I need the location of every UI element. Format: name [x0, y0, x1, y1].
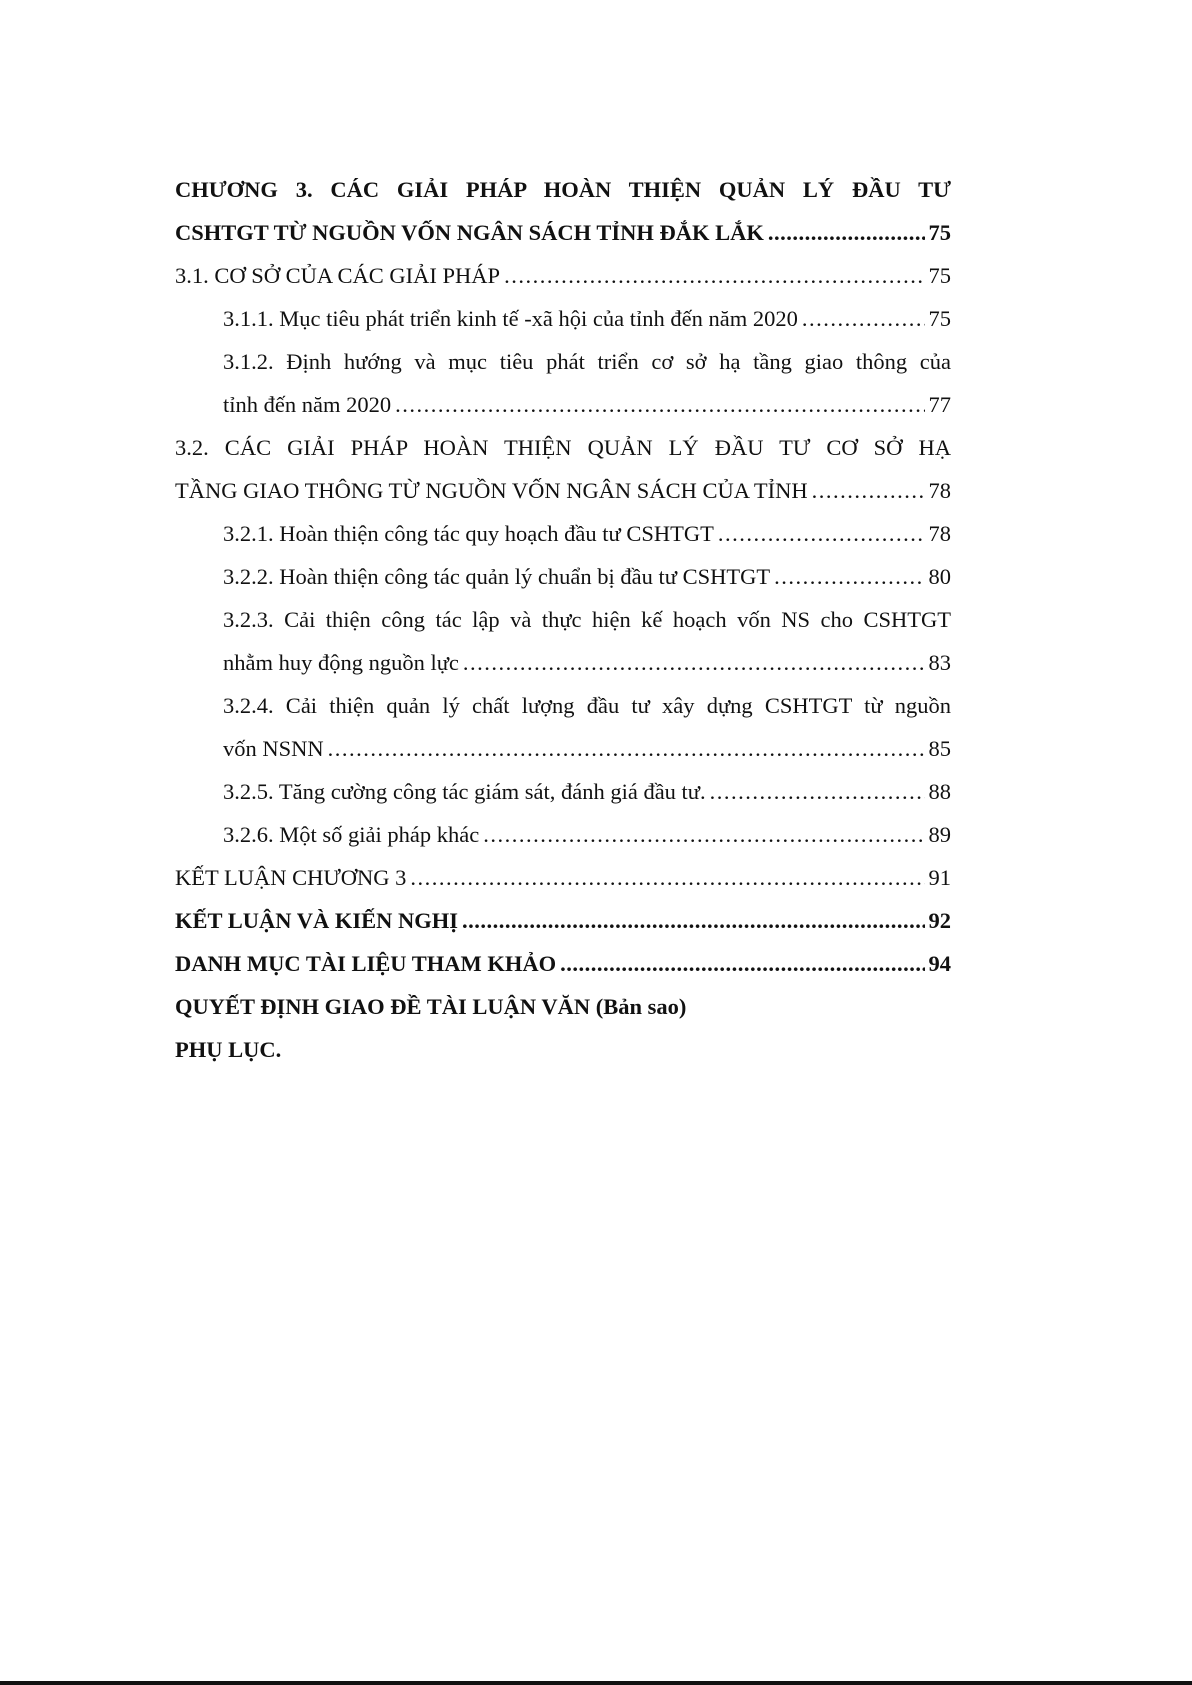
toc-page-number: 94: [928, 951, 951, 976]
toc-entry-text: tỉnh đến năm 2020: [223, 392, 392, 417]
toc-entry-text: QUYẾT ĐỊNH GIAO ĐỀ TÀI LUẬN VĂN (Bản sao): [175, 994, 687, 1019]
toc-entry-appendix: [175, 1028, 951, 1071]
dot-leader: [802, 297, 925, 340]
toc-entry-text: vốn NSNN: [223, 736, 324, 761]
toc-entry-3-2: [175, 426, 951, 469]
toc-entry-text: TẦNG GIAO THÔNG TỪ NGUỒN VỐN NGÂN SÁCH CỦA TỈNH: [175, 478, 808, 503]
toc-entry-3-1-2-cont: [175, 383, 951, 426]
toc-entry-text: 3.2.5. Tăng cường công tác giám sát, đánh giá đầu tư.: [223, 779, 706, 804]
toc-entry-text: KẾT LUẬN VÀ KIẾN NGHỊ: [175, 908, 458, 933]
toc-page-number: 88: [928, 779, 951, 804]
toc-entry-3-2-2: [175, 555, 951, 598]
dot-leader: [812, 469, 925, 512]
toc-entry-3-2-6: [175, 813, 951, 856]
toc-page-number: 80: [928, 564, 951, 589]
dot-leader: [410, 856, 924, 899]
toc-entry-text: 3.2. CÁC GIẢI PHÁP HOÀN THIỆN QUẢN LÝ ĐẦU TƯ CƠ SỞ HẠ: [175, 435, 951, 460]
toc-entry-3-2-5: [175, 770, 951, 813]
bottom-edge-rule: [0, 1681, 1192, 1685]
dot-leader: [462, 899, 925, 942]
toc-entry-3-2-1: [175, 512, 951, 555]
toc-entry-3-2-4-cont: [175, 727, 951, 770]
toc-page-number: 85: [928, 736, 951, 761]
toc-entry-text: 3.2.1. Hoàn thiện công tác quy hoạch đầu tư CSHTGT: [223, 521, 714, 546]
toc-entry-chapter-3-title-cont: [175, 211, 951, 254]
toc-entry-text: CHƯƠNG 3. CÁC GIẢI PHÁP HOÀN THIỆN QUẢN LÝ ĐẦU TƯ: [175, 177, 951, 202]
toc-entry-3-2-3-cont: [175, 641, 951, 684]
table-of-contents: [175, 168, 951, 1071]
toc-entry-text: nhằm huy động nguồn lực: [223, 650, 459, 675]
toc-page-number: 89: [928, 822, 951, 847]
toc-entry-text: CSHTGT TỪ NGUỒN VỐN NGÂN SÁCH TỈNH ĐẮK LẮK: [175, 220, 764, 245]
toc-entry-chapter-3-title: [175, 168, 951, 211]
toc-entry-text: KẾT LUẬN CHƯƠNG 3: [175, 865, 407, 890]
toc-entry-decision: [175, 985, 951, 1028]
toc-entry-text: 3.1.1. Mục tiêu phát triển kinh tế -xã hội của tỉnh đến năm 2020: [223, 306, 798, 331]
toc-entry-text: 3.1.2. Định hướng và mục tiêu phát triển cơ sở hạ tầng giao thông của: [223, 349, 951, 374]
toc-page-number: 83: [928, 650, 951, 675]
dot-leader: [483, 813, 924, 856]
dot-leader: [560, 942, 924, 985]
toc-entry-3-1-2: [175, 340, 951, 383]
dot-leader: [328, 727, 925, 770]
toc-entry-conclusion: [175, 899, 951, 942]
toc-page-number: 75: [928, 220, 951, 245]
toc-entry-text: 3.2.3. Cải thiện công tác lập và thực hiện kế hoạch vốn NS cho CSHTGT: [223, 607, 951, 632]
toc-page-number: 91: [928, 865, 951, 890]
dot-leader: [718, 512, 925, 555]
toc-entry-text: 3.2.2. Hoàn thiện công tác quản lý chuẩn bị đầu tư CSHTGT: [223, 564, 771, 589]
dot-leader: [504, 254, 924, 297]
toc-page-number: 78: [928, 521, 951, 546]
toc-entry-chapter-3-conclusion: [175, 856, 951, 899]
toc-page-number: 75: [928, 263, 951, 288]
toc-entry-3-1-1: [175, 297, 951, 340]
toc-entry-3-2-4: [175, 684, 951, 727]
toc-page-number: 77: [928, 392, 951, 417]
toc-page-number: 92: [928, 908, 951, 933]
toc-entry-3-2-3: [175, 598, 951, 641]
dot-leader: [774, 555, 924, 598]
toc-entry-3-2-cont: [175, 469, 951, 512]
toc-entry-3-1: [175, 254, 951, 297]
toc-entry-text: 3.1. CƠ SỞ CỦA CÁC GIẢI PHÁP: [175, 263, 501, 288]
toc-entry-text: PHỤ LỤC.: [175, 1037, 282, 1062]
toc-page-number: 75: [928, 306, 951, 331]
toc-entry-text: DANH MỤC TÀI LIỆU THAM KHẢO: [175, 951, 557, 976]
toc-entry-text: 3.2.6. Một số giải pháp khác: [223, 822, 480, 847]
toc-entry-references: [175, 942, 951, 985]
dot-leader: [768, 211, 925, 254]
dot-leader: [710, 770, 925, 813]
toc-page-number: 78: [928, 478, 951, 503]
dot-leader: [463, 641, 925, 684]
dot-leader: [395, 383, 924, 426]
toc-entry-text: 3.2.4. Cải thiện quản lý chất lượng đầu tư xây dựng CSHTGT từ nguồn: [223, 693, 951, 718]
